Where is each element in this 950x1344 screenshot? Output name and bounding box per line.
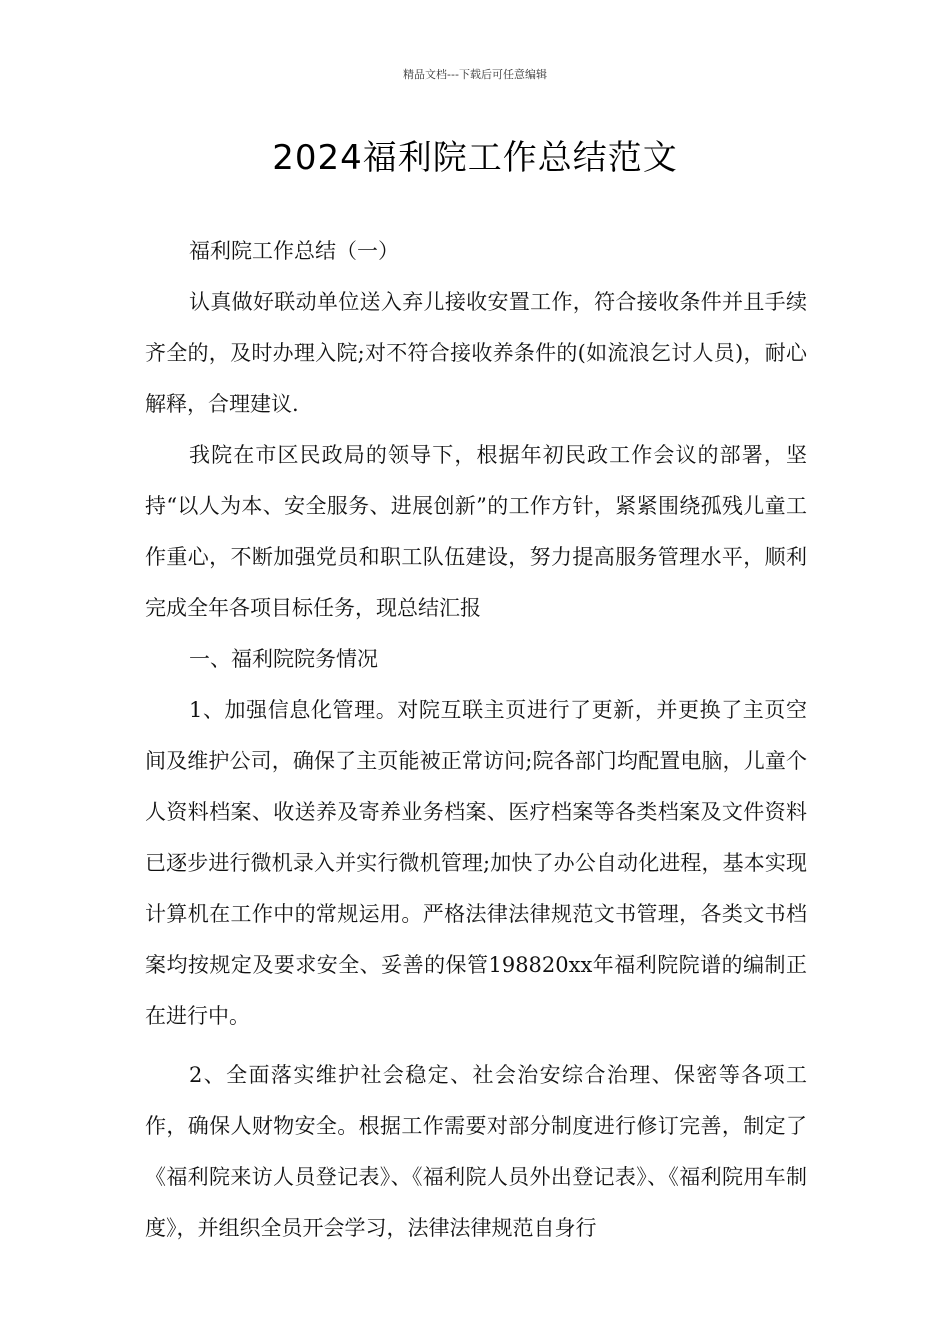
paragraph-section-heading: 福利院工作总结（一）	[189, 239, 399, 263]
paragraph: 1、加强信息化管理。对院互联主页进行了更新，并更换了主页空间及维护公司，确保了主页能被正常访问;院各部门均配置电脑，儿童个人资料档案、收送养及寄养业务档案、医疗档案等各类档案及文件资料已逐步进行微机录入并实行微机管理;加快了办公自动化进程，基本实现计算机在工作中的常规运用。严格法律法律规范文书管理，各类文书档案均按规定及要求安全、妥善的保管198820xx年福利院院谱的编制正在进行中。	[145, 698, 807, 1028]
document-body	[145, 226, 807, 1254]
header-note: 精品文档---下载后可任意编辑	[403, 68, 547, 81]
paragraph-subheading: 一、福利院院务情况	[189, 647, 378, 671]
paragraph: 我院在市区民政局的领导下，根据年初民政工作会议的部署，坚持“以人为本、安全服务、进展创新”的工作方针，紧紧围绕孤残儿童工作重心，不断加强党员和职工队伍建设，努力提高服务管理水平，顺利完成全年各项目标任务，现总结汇报	[145, 443, 807, 620]
paragraph: 认真做好联动单位送入弃儿接收安置工作，符合接收条件并且手续齐全的，及时办理入院;对不符合接收养条件的(如流浪乞讨人员)，耐心解释，合理建议.	[145, 290, 807, 416]
document-title: 2024福利院工作总结范文	[272, 138, 678, 178]
paragraph: 2、全面落实维护社会稳定、社会治安综合治理、保密等各项工作，确保人财物安全。根据工作需要对部分制度进行修订完善，制定了《福利院来访人员登记表》、《福利院人员外出登记表》、《福利院用车制度》，并组织全员开会学习，法律法律规范自身行	[145, 1063, 807, 1240]
